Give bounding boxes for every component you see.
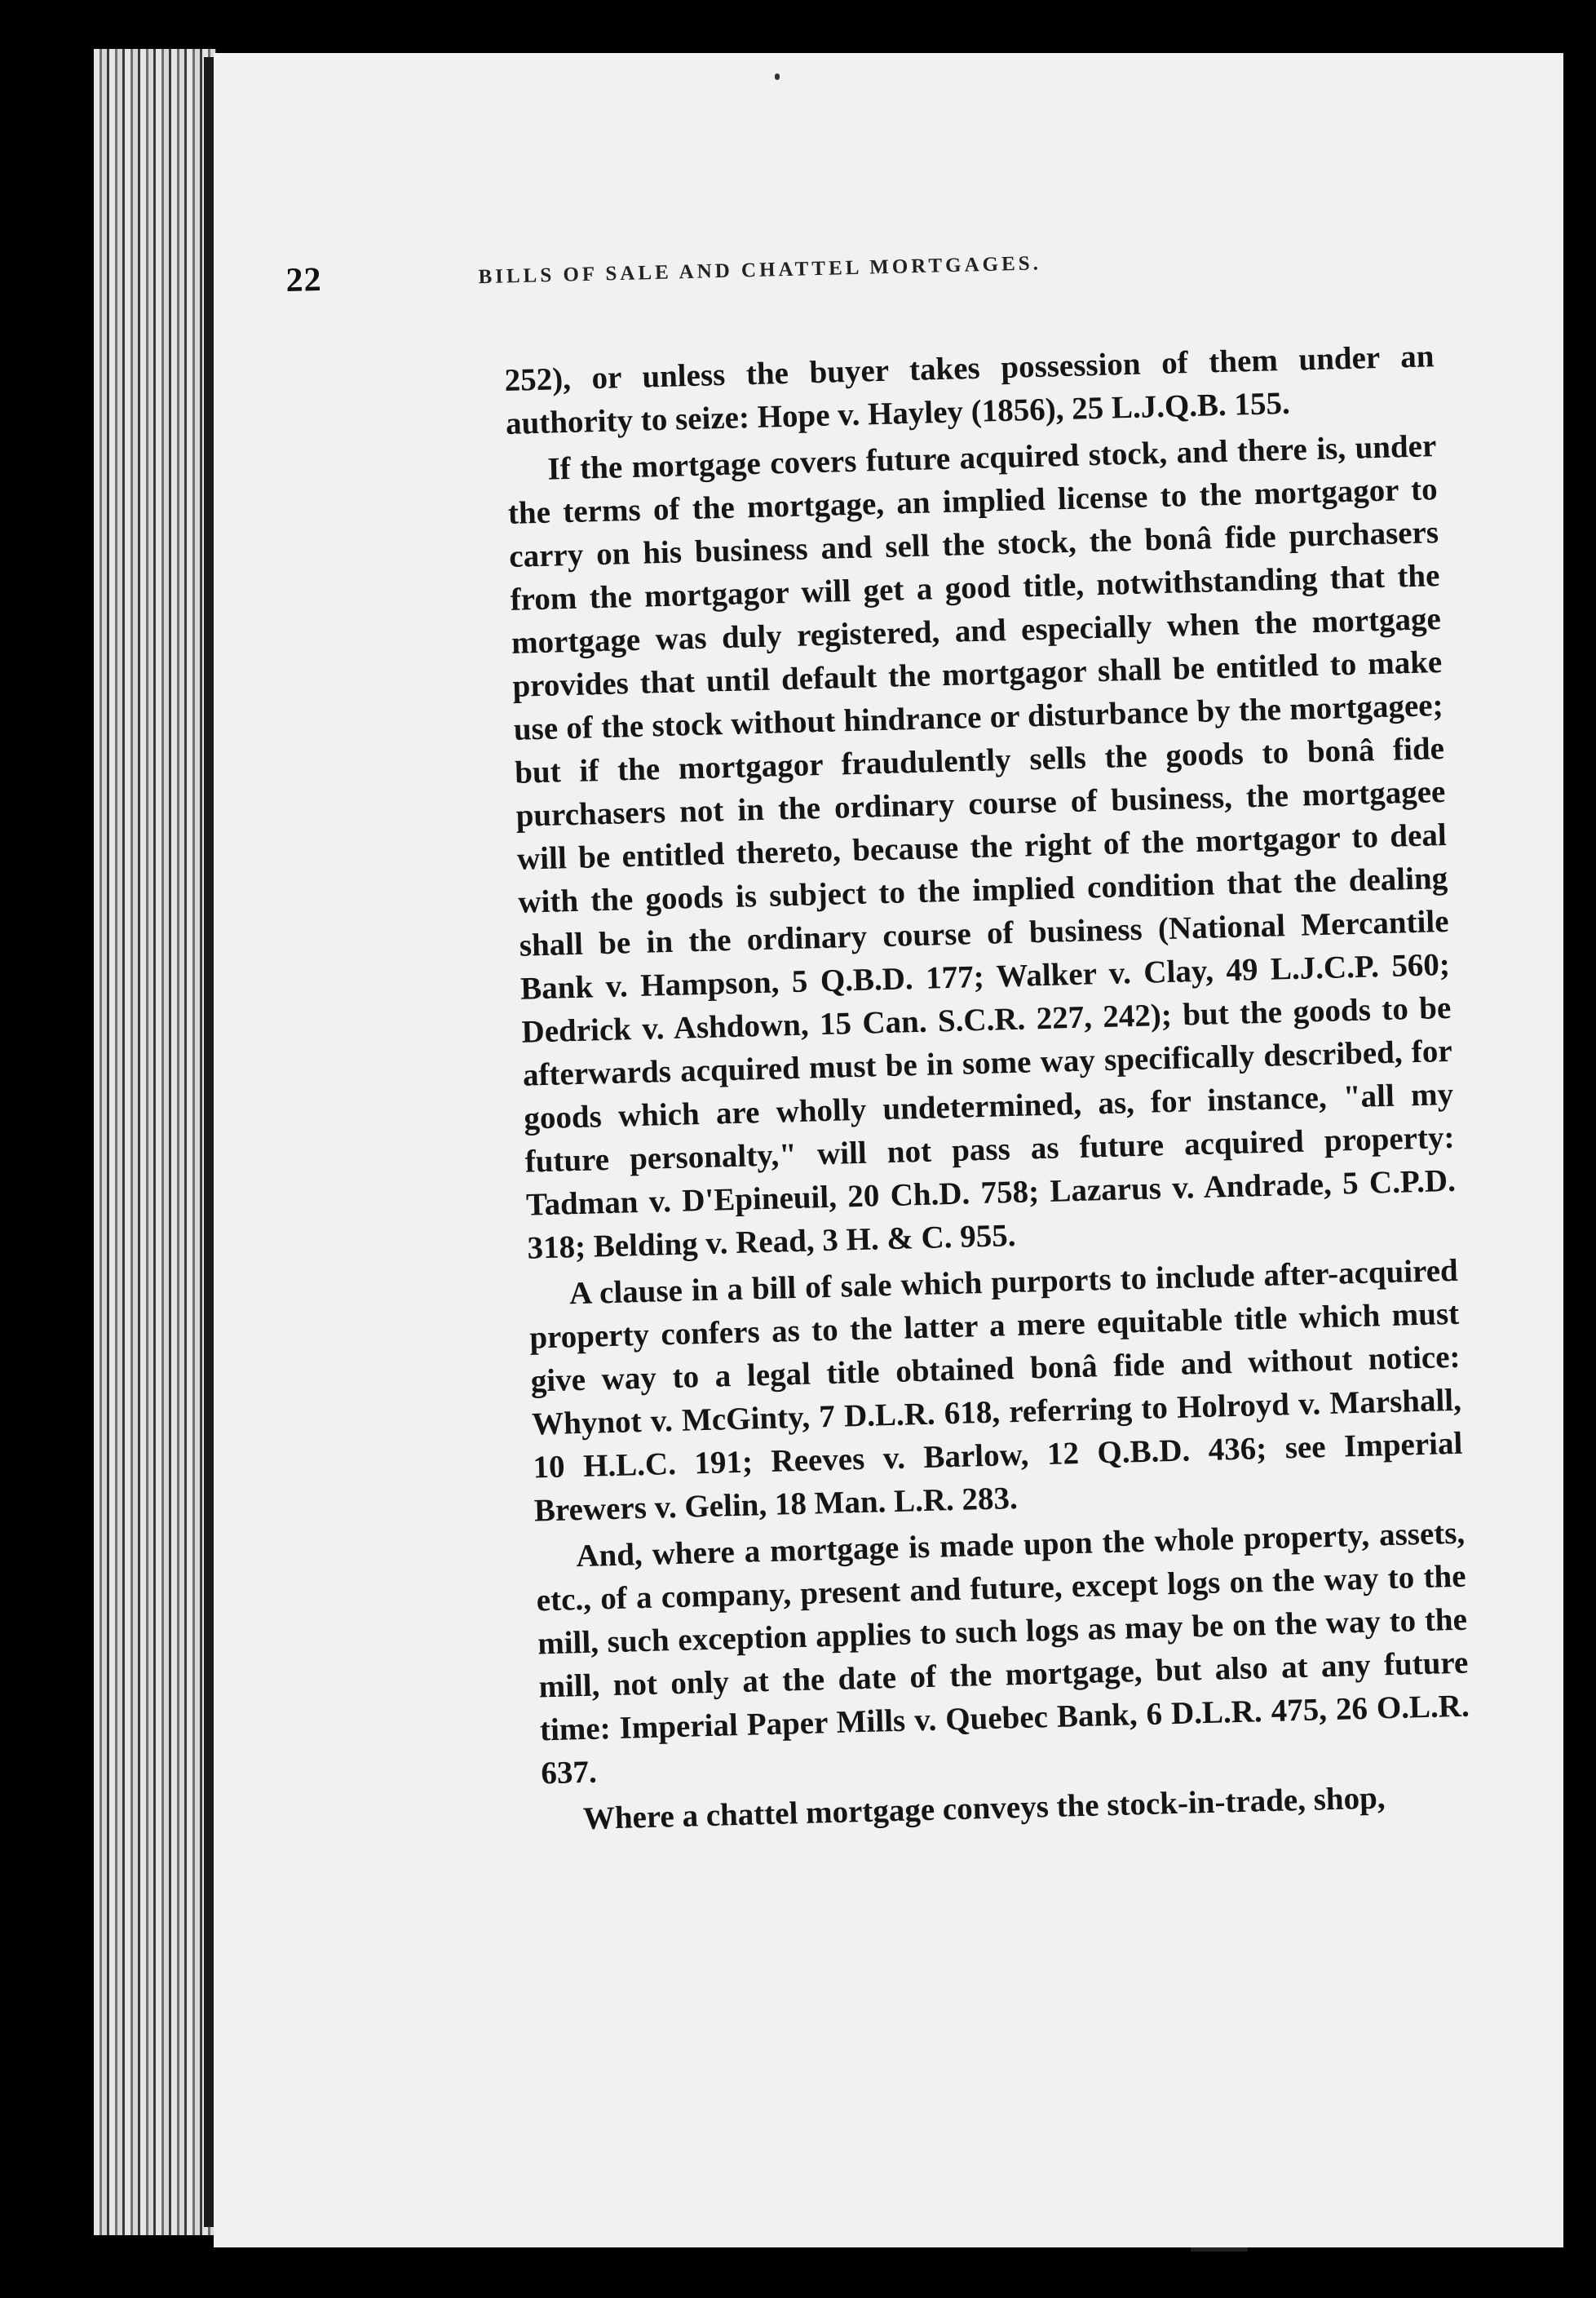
running-head: BILLS OF SALE AND CHATTEL MORTGAGES.: [478, 252, 1042, 289]
scan-line-mark: [1191, 2247, 1248, 2252]
text-block: [504, 334, 1472, 1844]
paragraph-after-acquired-property: A clause in a bill of sale which purports to include after-acquired property confers as to the latter a mere equitable title which must give way to a legal title obtained bonâ fide and without notice: Whynot v. McGinty, 7 D.L.R. 618, referring to Holroyd v. Marshall, 10 H.L.C. 191; Reeves v. Barlow, 12 Q.B.D. 436; see Imperial Brewers v. Gelin, 18 Man. L.R. 283.: [528, 1252, 1463, 1529]
book-page-edges: [94, 49, 216, 2235]
scan-border-right: [1563, 0, 1596, 2298]
paragraph-continuation: 252), or unless the buyer takes possession of them under an authority to seize: Hope v. Hayley (1856), 25 L.J.Q.B. 155.: [504, 339, 1435, 441]
scan-speck: [775, 73, 780, 80]
paragraph-stock-in-trade: Where a chattel mortgage conveys the stock-in-trade, shop,: [582, 1780, 1386, 1837]
paragraph-future-acquired-stock: If the mortgage covers future acquired stock, and there is, under the terms of the mortgage, an implied license to the mortgagor to carry on his business and sell the stock, the bonâ fide purchasers from the mortgagor will get a good title, notwithstanding that the mortgage was duly registered, and especially when the mortgage provides that until default the mortgagor shall be entitled to make use of the stock without hindrance or disturbance by the mortgagee; but if the mortgagor fraudulently sells the goods to bonâ fide purchasers not in the ordinary course of business, the mortgagee will be entitled thereto, because the right of the mortgagor to deal with the goods is subject to the implied condition that the dealing shall be in the ordinary course of business (National Mercantile Bank v. Hampson, 5 Q.B.D. 177; Walker v. Clay, 49 L.J.C.P. 560; Dedrick v. Ashdown, 15 Can. S.C.R. 227, 242); but the goods to be afterwards acquired must be in some way specifically described, for goods which are wholly undetermined, as, for instance, "all my future personalty," will not pass as future acquired property: Tadman v. D'Epineuil, 20 Ch.D. 758; Lazarus v. Andrade, 5 C.P.D. 318; Belding v. Read, 3 H. & C. 955.: [507, 428, 1457, 1266]
page-number: 22: [285, 260, 323, 299]
paragraph-logs-exception: And, where a mortgage is made upon the whole property, assets, etc., of a company, present and future, except logs on the way to the mill, such exception applies to such logs as may be on the way to the mill, not only at the date of the mortgage, but also at any future time: Imperial Paper Mills v. Quebec Bank, 6 D.L.R. 475, 26 O.L.R. 637.: [536, 1515, 1470, 1791]
